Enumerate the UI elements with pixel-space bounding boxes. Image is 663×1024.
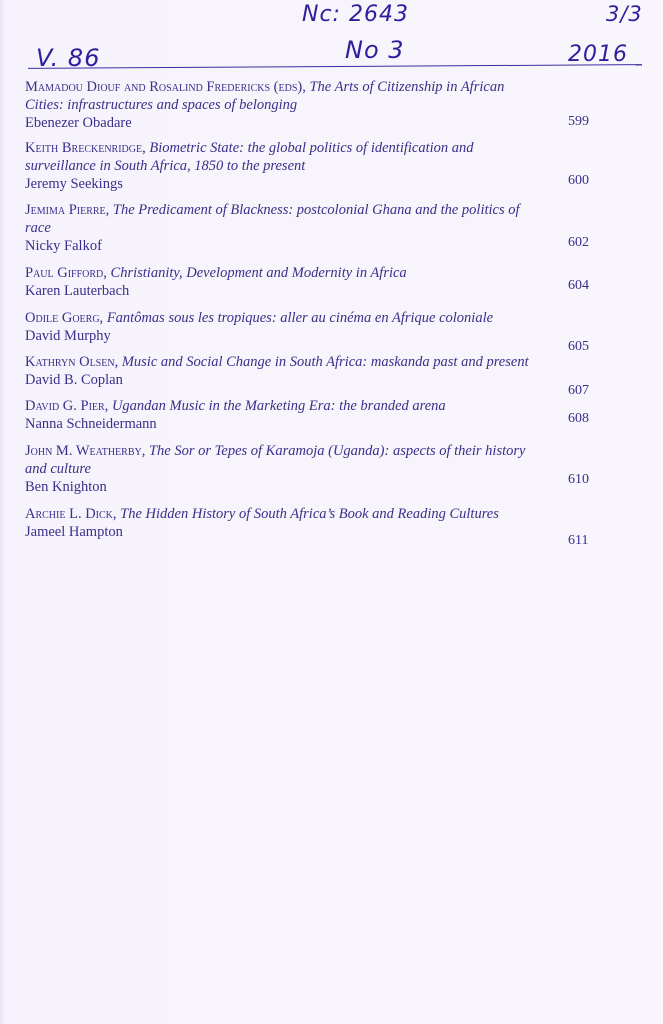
book-title: Ugandan Music in the Marketing Era: the branded arena	[111, 398, 446, 414]
book-author: Archie L. Dick,	[25, 506, 117, 522]
book-author: Keith Breckenridge,	[25, 140, 146, 156]
book-author: John M. Weatherby,	[25, 443, 146, 459]
reviewer-name: Nanna Schneidermann	[25, 416, 157, 432]
entry-citation	[25, 139, 545, 175]
page-number: 607	[568, 383, 589, 398]
handwritten-nc-number: Nc: 2643	[302, 2, 409, 27]
reviewer-name: Nicky Falkof	[25, 238, 102, 254]
review-list	[25, 78, 625, 548]
book-title: Christianity, Development and Modernity in Africa	[110, 265, 407, 281]
book-author: Paul Gifford,	[25, 265, 107, 281]
page-number: 599	[568, 114, 589, 129]
entry-citation	[25, 353, 545, 371]
review-entry	[25, 505, 625, 548]
handwritten-underline	[28, 64, 642, 69]
book-author: Jemima Pierre,	[25, 202, 110, 218]
handwritten-year: 2016	[568, 42, 628, 67]
handwritten-volume: V. 86	[36, 44, 101, 72]
book-title: The Predicament of Blackness: postcolonial Ghana and the politics of race	[25, 202, 520, 236]
reviewer-name: David B. Coplan	[25, 372, 123, 388]
page-number: 610	[568, 472, 589, 487]
review-entry	[25, 353, 625, 398]
book-title: The Hidden History of South Africa’s Book and Reading Cultures	[120, 506, 499, 522]
entry-citation	[25, 442, 545, 478]
book-title: Music and Social Change in South Africa: maskanda past and present	[121, 354, 529, 370]
reviewer-name: Jameel Hampton	[25, 524, 123, 540]
review-entry	[25, 442, 625, 496]
review-entry	[25, 78, 625, 132]
book-title: The Sor or Tepes of Karamoja (Uganda): aspects of their history and culture	[25, 443, 526, 477]
book-author: Mamadou Diouf and Rosalind Fredericks (eds),	[25, 79, 306, 95]
entry-citation	[25, 264, 545, 282]
reviewer-name: Ben Knighton	[25, 479, 107, 495]
entry-citation	[25, 78, 545, 114]
page-number: 605	[568, 339, 589, 354]
book-title: The Arts of Citizenship in African Cities: infrastructures and spaces of belonging	[25, 79, 505, 113]
review-entry	[25, 201, 625, 255]
review-entry	[25, 139, 625, 193]
review-entry	[25, 264, 625, 300]
page-number: 611	[568, 533, 589, 548]
entry-citation	[25, 397, 545, 415]
book-author: Odile Goerg,	[25, 310, 104, 326]
book-title: Fantômas sous les tropiques: aller au cinéma en Afrique coloniale	[106, 310, 494, 326]
page-number: 608	[568, 411, 589, 426]
handwritten-fraction: 3/3	[606, 2, 643, 26]
book-author: Kathryn Olsen,	[25, 354, 119, 370]
book-title: Biometric State: the global politics of identification and surveillance in South Africa, 1850 to the present	[25, 140, 474, 174]
page-number: 604	[568, 278, 589, 293]
reviewer-name: Jeremy Seekings	[25, 176, 123, 192]
entry-citation	[25, 201, 545, 237]
entry-citation	[25, 505, 545, 523]
review-entry	[25, 397, 625, 433]
page-number: 602	[568, 235, 589, 250]
reviewer-name: David Murphy	[25, 328, 111, 344]
handwritten-issue: No 3	[345, 36, 405, 64]
reviewer-name: Karen Lauterbach	[25, 283, 130, 299]
reviewer-name: Ebenezer Obadare	[25, 115, 132, 131]
book-author: David G. Pier,	[25, 398, 109, 414]
entry-citation	[25, 309, 545, 327]
page-number: 600	[568, 173, 589, 188]
review-entry	[25, 309, 625, 354]
